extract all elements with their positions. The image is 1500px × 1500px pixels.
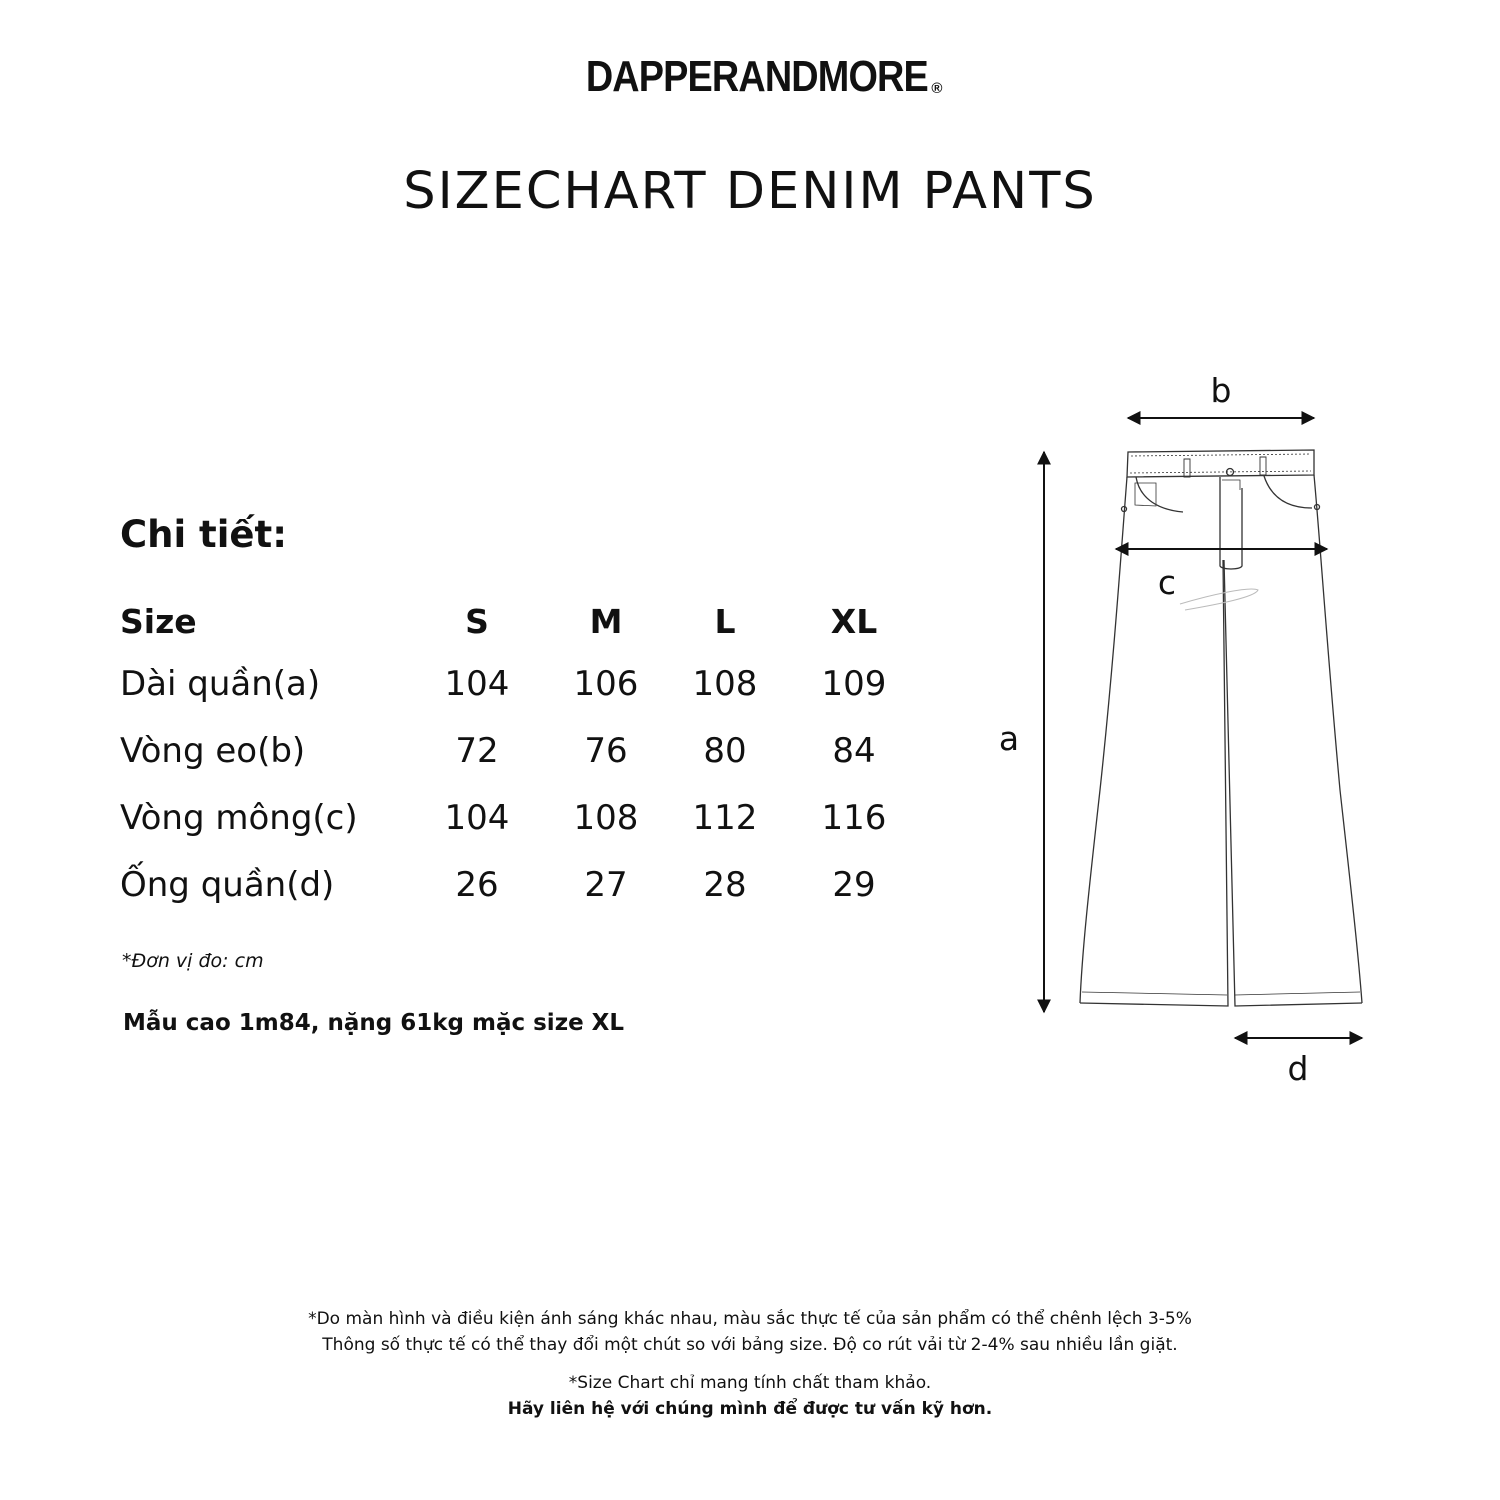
size-table [115,592,931,918]
header-xl: XL [830,601,878,641]
registered-mark: ® [931,80,943,97]
table-cell: 112 [692,797,758,838]
pants-outline [1080,450,1362,1006]
footer-line: Thông số thực tế có thể thay đổi một chút so với bảng size. Độ co rút vải từ 2-4% sau nhiều lần giặt. [322,1335,1178,1355]
label-d: d [1287,1049,1309,1088]
header-s: S [465,601,489,641]
table-row [115,784,931,851]
measurement-arrows [1044,418,1362,1038]
footer-line: *Do màn hình và điều kiện ánh sáng khác nhau, màu sắc thực tế của sản phẩm có thể chênh lệch 3-5% [308,1309,1192,1329]
pants-diagram [960,360,1420,1100]
header-m: M [589,601,623,641]
row-label: Dài quần(a) [120,663,321,704]
row-label: Ống quần(d) [120,864,335,905]
label-c: c [1157,563,1177,602]
table-cell: 108 [573,797,639,838]
footer-line-bold: Hãy liên hệ với chúng mình để được tư vấn kỹ hơn. [507,1399,993,1419]
row-label: Vòng mông(c) [120,797,358,838]
table-header-row [115,592,931,650]
brand-name: DAPPERANDMORE [585,52,928,101]
page-title: SIZECHART DENIM PANTS [403,162,1097,221]
label-a: a [998,719,1020,758]
table-cell: 109 [821,663,887,704]
table-cell: 116 [821,797,887,838]
model-note: Mẫu cao 1m84, nặng 61kg mặc size XL [123,1010,625,1036]
table-row [115,851,931,918]
table-cell: 28 [703,864,747,905]
table-cell: 26 [455,864,499,905]
table-row [115,650,931,717]
header-l: L [714,601,736,641]
footer-notes [0,1306,1500,1422]
footer-line: *Size Chart chỉ mang tính chất tham khảo. [568,1373,932,1393]
header-size: Size [120,601,197,641]
table-cell: 27 [584,864,628,905]
table-cell: 29 [832,864,876,905]
section-heading: Chi tiết: [120,513,288,556]
table-cell: 80 [703,730,747,771]
table-row [115,717,931,784]
table-cell: 76 [584,730,628,771]
table-cell: 104 [444,797,510,838]
row-label: Vòng eo(b) [120,730,306,771]
label-b: b [1210,371,1232,410]
table-cell: 104 [444,663,510,704]
table-cell: 72 [455,730,499,771]
brand-logo [0,52,1500,102]
table-cell: 84 [832,730,876,771]
unit-note: *Đơn vị đo: cm [122,950,264,972]
table-cell: 108 [692,663,758,704]
table-cell: 106 [573,663,639,704]
